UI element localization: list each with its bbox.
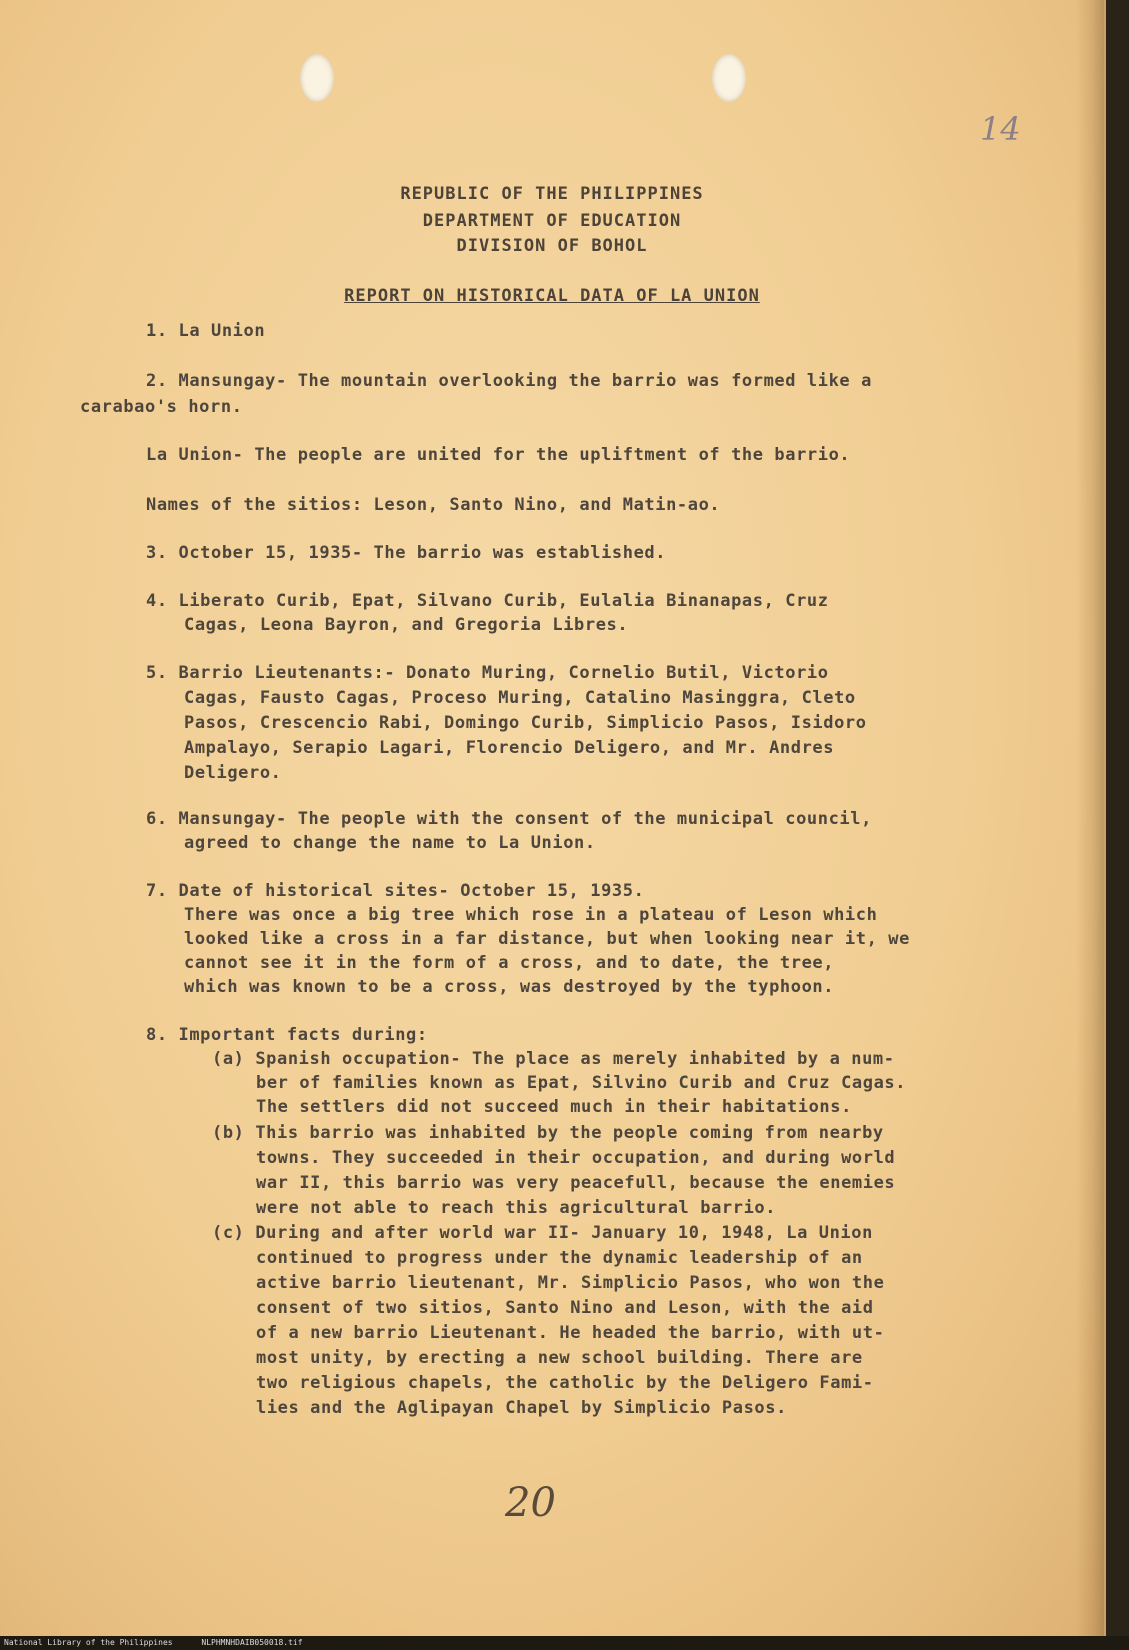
item-6-line1: 6. Mansungay- The people with the consent of the municipal council, [146,809,872,829]
item-8b-line1: (b) This barrio was inhabited by the people coming from nearby [212,1123,884,1143]
item-8b-line2: towns. They succeeded in their occupation, and during world [256,1148,896,1168]
item-8c-line4: consent of two sitios, Santo Nino and Leson, with the aid [256,1298,874,1318]
item-5-line1: 5. Barrio Lieutenants:- Donato Muring, Cornelio Butil, Victorio [146,663,829,683]
header-republic: REPUBLIC OF THE PHILIPPINES [400,184,704,204]
item-2-line2: carabao's horn. [80,397,243,417]
item-5-line2: Cagas, Fausto Cagas, Proceso Muring, Catalino Masinggra, Cleto [184,688,856,708]
item-1: 1. La Union [146,321,266,341]
header-department: DEPARTMENT OF EDUCATION [422,211,682,231]
item-7-line1: 7. Date of historical sites- October 15, 1935. [146,881,645,901]
item-6-line2: agreed to change the name to La Union. [184,833,596,853]
item-8b-line4: were not able to reach this agricultural barrio. [256,1198,777,1218]
handwritten-page-number: 14 [980,110,1021,148]
sitios-names: Names of the sitios: Leson, Santo Nino, and Matin-ao. [146,495,721,515]
punch-hole-right [712,54,746,102]
item-7-line2: There was once a big tree which rose in a plateau of Leson which [184,905,878,925]
item-8c-line1: (c) During and after world war II- January 10, 1948, La Union [212,1223,873,1243]
item-4-line2: Cagas, Leona Bayron, and Gregoria Libres. [184,615,629,635]
item-8c-line5: of a new barrio Lieutenant. He headed the barrio, with ut- [256,1323,885,1343]
item-8a-line1: (a) Spanish occupation- The place as merely inhabited by a num- [212,1049,895,1069]
item-5-line4: Ampalayo, Serapio Lagari, Florencio Deligero, and Mr. Andres [184,738,835,758]
scan-footer [0,1636,1129,1650]
item-8a-line3: The settlers did not succeed much in their habitations. [256,1097,852,1117]
header-division: DIVISION OF BOHOL [456,236,648,256]
item-7-line3: looked like a cross in a far distance, but when looking near it, we [184,929,910,949]
item-7-line5: which was known to be a cross, was destroyed by the typhoon. [184,977,835,997]
item-5-line5: Deligero. [184,763,282,783]
item-4-line1: 4. Liberato Curib, Epat, Silvano Curib, Eulalia Binanapas, Cruz [146,591,829,611]
item-8b-line3: war II, this barrio was very peacefull, because the enemies [256,1173,896,1193]
footer-source: National Library of the Philippines [4,1638,173,1647]
item-5-line3: Pasos, Crescencio Rabi, Domingo Curib, Simplicio Pasos, Isidoro [184,713,867,733]
item-7-line4: cannot see it in the form of a cross, and to date, the tree, [184,953,835,973]
item-8c-line7: two religious chapels, the catholic by the Deligero Fami- [256,1373,874,1393]
item-8c-line6: most unity, by erecting a new school building. There are [256,1348,863,1368]
item-8c-line8: lies and the Aglipayan Chapel by Simplicio Pasos. [256,1398,787,1418]
item-8c-line2: continued to progress under the dynamic leadership of an [256,1248,863,1268]
la-union-meaning: La Union- The people are united for the upliftment of the barrio. [146,445,851,465]
footer-file: NLPHMNHDAIB050018.tif [201,1638,303,1647]
item-8a-line2: ber of families known as Epat, Silvino Curib and Cruz Cagas. [256,1073,907,1093]
item-8: 8. Important facts during: [146,1025,428,1045]
item-8c-line3: active barrio lieutenant, Mr. Simplicio Pasos, who won the [256,1273,885,1293]
handwritten-bottom-number: 20 [505,1480,556,1526]
report-title: REPORT ON HISTORICAL DATA OF LA UNION [344,286,760,306]
item-3: 3. October 15, 1935- The barrio was established. [146,543,667,563]
item-2-line1: 2. Mansungay- The mountain overlooking the barrio was formed like a [146,371,872,391]
punch-hole-left [300,54,334,102]
